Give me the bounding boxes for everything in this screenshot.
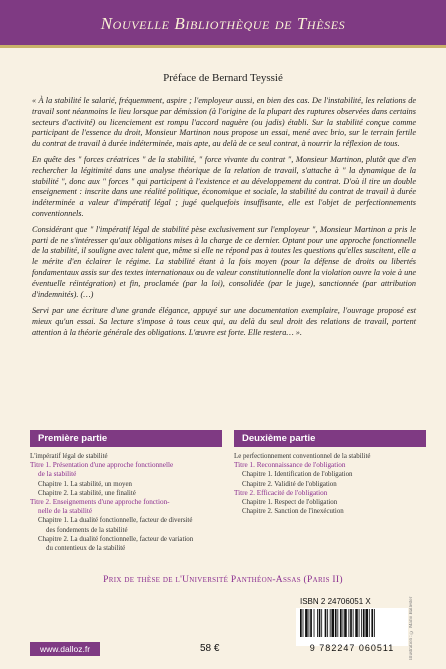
quote-paragraph: En quête des " forces créatrices " de la stabilité, " force vivante du contrat ", Monsieur Martinon, plutôt que d'en rechercher la légitimité dans une analyse théorique de la relation de travail, s'attache à " la dynamique de la stabilité ", donc aux " forces " qui participent à l'existence et au développement du contrat. D'où il tire un double enseignement : inscrite dans une réalité politique, économique et sociale, la stabilité du contrat de travail à durée indéterminée a valeur d'impératif légal ; jugé quelquefois insuffisante, elle est l'objet de perfectionnements conventionnels. — [32, 154, 416, 218]
second-part-heading: Deuxième partie — [234, 430, 426, 447]
thesis-prize: Prix de thèse de l'Université Panthéon-Assas (Paris II) — [103, 575, 343, 585]
publisher-website-link[interactable]: www.dalloz.fr — [30, 642, 100, 656]
contents-chapter-line: Chapitre 2. La stabilité, une finalité — [38, 489, 136, 497]
preface-quote — [32, 96, 416, 344]
contents-chapter-line: Chapitre 1. La stabilité, un moyen — [38, 480, 132, 488]
barcode-icon — [296, 608, 408, 638]
contents-chapter-line: Chapitre 1. La dualité fonctionnelle, facteur de diversité — [38, 517, 193, 525]
contents-title-line: de la stabilité — [38, 470, 77, 479]
first-part-contents — [30, 452, 230, 553]
contents-chapter-line: Chapitre 2. Validité de l'obligation — [242, 480, 337, 488]
barcode — [296, 608, 408, 646]
price: 58 € — [200, 643, 220, 654]
quote-paragraph: Servi par une écriture d'une grande élégance, appuyé sur une documentation exemplaire, l'ouvrage proposé est mieux qu'un essai. Sa lecture s'impose à tous ceux qui, au delà du seul droit des relations de travail, portent attention à la théorie générale des obligations. L'œuvre est forte. Elle restera… ». — [32, 306, 416, 337]
contents-chapter-line: Chapitre 1. Identification de l'obligation — [242, 471, 353, 479]
preface-author: Préface de Bernard Teyssié — [163, 72, 283, 84]
contents-chapter-line: Chapitre 1. Respect de l'obligation — [242, 499, 338, 507]
second-part-contents — [234, 452, 429, 516]
barcode-number: 9 782247 060511 — [309, 643, 395, 653]
quote-paragraph: « À la stabilité le salarié, fréquemment, aspire ; l'employeur aussi, en bien des cas. De l'instabilité, les relations de travail sont néanmoins le lieu lorsque par démission (à l'origine de la plupart des ruptures observées dans certains secteurs d'activité) ou licenciement est rompu l'accord naguère (ou jadis) établi. Sur la stabilité conçue comme participant de l'essence du droit, Monsieur Martinon nous propose un essai, mené avec brio, sur le terrain fertile du contrat de travail à durée indéterminée, mais apte, au delà de ce seul contrat, à nourrir la réflexion de tous. — [32, 96, 416, 149]
series-title: Nouvelle Bibliothèque de Thèses — [100, 14, 346, 33]
contents-title-line: Titre 2. Efficacité de l'obligation — [234, 488, 328, 497]
contents-title-line: Titre 2. Enseignements d'une approche fonction- — [30, 498, 170, 507]
contents-chapter-line: du contentieux de la stabilité — [46, 545, 126, 553]
isbn: ISBN 2 24706051 X — [300, 597, 371, 606]
contents-chapter-line: Chapitre 2. La dualité fonctionnelle, facteur de variation — [38, 535, 194, 543]
contents-title-line: Titre 1. Reconnaissance de l'obligation — [234, 461, 346, 470]
illustration-credit: Illustration : © Mario Ballester — [409, 596, 414, 660]
contents-line: L'impératif légal de stabilité — [30, 453, 108, 460]
quote-paragraph: Considérant que " l'impératif légal de stabilité pèse exclusivement sur l'employeur ", Monsieur Martinon a pris le parti de ne s'intéresser qu'aux obligations mises à la charge de ce dernier. Optant pour une approche fonctionnelle de la stabilité, il souligne avec talent que, même si elle ne répond pas à toutes les questions qu'elles suscitent, elle a le mérite d'en éclairer le régime. La stabilité étant à la fois moyen (pour la défense de droits ou libertés fondamentaux assis sur des textes internationaux ou de valeur constitutionnelle dont la violation ouvre la voie à une éventuelle réintégration) et fin, proclamée (par la loi), consolidée (par le juge), sanctionnée (par attribution d'indemnités). (…) — [32, 224, 416, 299]
first-part-heading: Première partie — [30, 430, 222, 447]
contents-chapter-line: Chapitre 2. Sanction de l'inexécution — [242, 508, 344, 516]
contents-title-line: Titre 1. Présentation d'une approche fonctionnelle — [30, 461, 174, 470]
series-banner — [0, 0, 446, 48]
contents-chapter-line: des fondements de la stabilité — [46, 526, 128, 534]
contents-title-line: nelle de la stabilité — [38, 507, 93, 516]
contents-line: Le perfectionnement conventionnel de la stabilité — [234, 453, 371, 460]
